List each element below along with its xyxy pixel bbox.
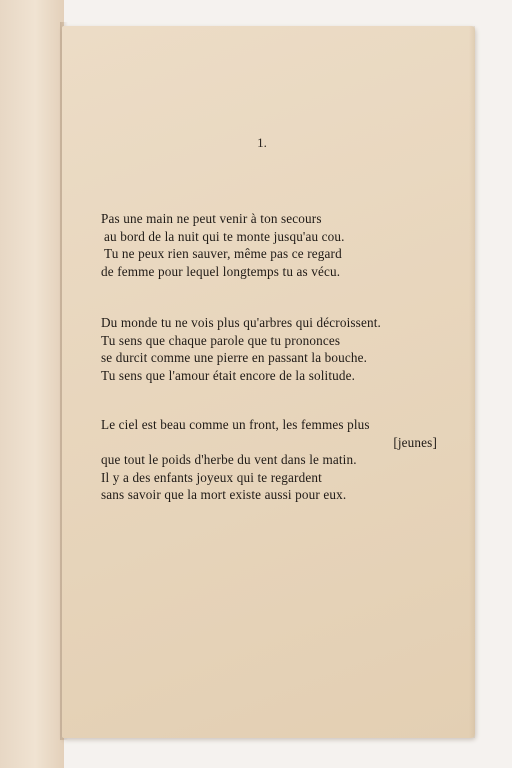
poem-line-continuation: [jeunes] [393,434,437,450]
left-page-edge [0,0,64,768]
stanza-3 [101,416,441,504]
poem-line: Tu sens que l'amour était encore de la solitude. [101,367,356,383]
stanza-1 [101,210,441,280]
page-edge [469,26,475,738]
poem-line: Pas une main ne peut venir à ton secours [101,211,322,226]
stanza-2 [101,314,441,384]
poem-line: sans savoir que la mort existe aussi pour eux. [101,487,347,502]
poem-line: se durcit comme une pierre en passant la bouche. [101,350,368,365]
book-page [62,26,475,738]
poem-line: de femme pour lequel longtemps tu as vécu. [101,263,341,279]
poem-line: Tu ne peux rien sauver, même pas ce regard [104,246,342,261]
page-number: 1. [257,135,267,150]
poem-line: au bord de la nuit qui te monte jusqu'au cou. [104,228,345,244]
poem-line: Du monde tu ne vois plus qu'arbres qui décroissent. [101,315,381,330]
poem-line: Il y a des enfants joyeux qui te regardent [101,469,322,485]
poem-line: Tu sens que chaque parole que tu prononces [101,332,341,348]
poem-line: que tout le poids d'herbe du vent dans le matin. [101,452,357,467]
poem-line: Le ciel est beau comme un front, les femmes plus [101,417,370,432]
